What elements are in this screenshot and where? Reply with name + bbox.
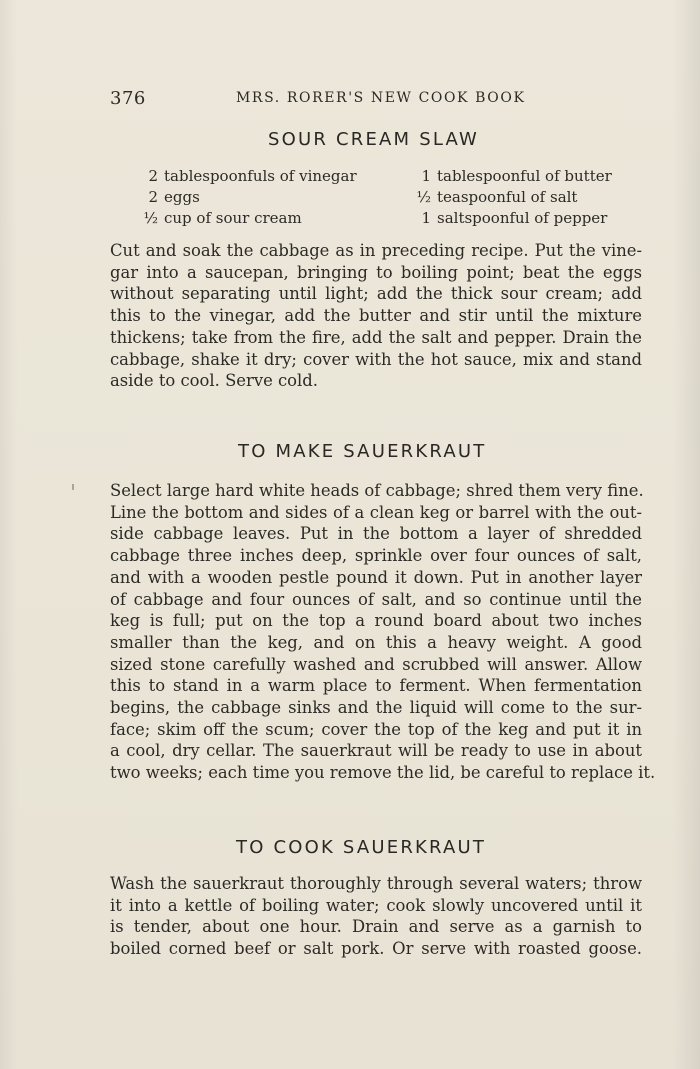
text-line: keg is full; put on the top a round board about two inches	[110, 611, 642, 631]
page-number: 376	[110, 88, 146, 109]
text-line: side cabbage leaves. Put in the bottom a layer of shredded	[110, 524, 642, 544]
text-line: cabbage three inches deep, sprinkle over four ounces of salt,	[110, 546, 642, 566]
text-line: and with a wooden pestle pound it down. Put in another layer	[110, 567, 642, 587]
ingredient-item	[140, 208, 413, 229]
margin-mark	[72, 484, 74, 490]
ingredient-item	[140, 166, 413, 187]
text-line: smaller than the keg, and on this a heavy weight. A good	[110, 632, 642, 652]
ingredient-item	[413, 166, 612, 187]
ingredient-name: cup of sour cream	[164, 209, 302, 227]
text-line: a cool, dry cellar. The sauerkraut will be ready to use in about	[110, 741, 642, 761]
ingredient-name: eggs	[164, 188, 200, 206]
ingredient-qty: 2	[148, 167, 158, 185]
text-line: is tender, about one hour. Drain and serve as a garnish to	[110, 917, 642, 937]
ingredient-qty: 2	[148, 188, 158, 206]
recipe-instructions-to-make-sauerkraut	[110, 480, 656, 784]
text-line: cabbage, shake it dry; cover with the hot sauce, mix and stand	[110, 349, 642, 369]
ingredient-name: teaspoonful of salt	[437, 188, 578, 206]
running-head: MRS. RORER'S NEW COOK BOOK	[236, 90, 526, 106]
text-line: of cabbage and four ounces of salt, and so continue until the	[110, 589, 642, 609]
ingredient-item	[140, 187, 413, 208]
ingredient-row	[140, 166, 630, 187]
text-line: two weeks; each time you remove the lid, be careful to replace it.	[110, 763, 656, 783]
recipe-instructions-to-cook-sauerkraut	[110, 873, 642, 960]
ingredient-qty: 1	[421, 209, 431, 227]
text-line: without separating until light; add the thick sour cream; add	[110, 284, 642, 304]
recipe-title-sour-cream-slaw: SOUR CREAM SLAW	[268, 129, 480, 150]
ingredient-item	[413, 187, 577, 208]
ingredient-qty: ½	[143, 209, 158, 227]
recipe-instructions-sour-cream-slaw	[110, 240, 642, 392]
text-line: Line the bottom and sides of a clean keg or barrel with the out-	[110, 502, 642, 522]
ingredient-name: saltspoonful of pepper	[437, 209, 608, 227]
ingredient-row	[140, 187, 630, 208]
text-line: face; skim off the scum; cover the top of the keg and put it in	[110, 719, 642, 739]
text-line: Select large hard white heads of cabbage; shred them very fine.	[110, 481, 644, 500]
text-line: aside to cool. Serve cold.	[110, 371, 318, 391]
recipe-title-to-cook-sauerkraut: TO COOK SAUERKRAUT	[236, 837, 487, 858]
text-line: it into a kettle of boiling water; cook slowly uncovered until it	[110, 895, 642, 915]
text-line: sized stone carefully washed and scrubbed will answer. Allow	[110, 654, 642, 674]
text-line: Cut and soak the cabbage as in preceding recipe. Put the vine-	[110, 241, 642, 260]
text-line: gar into a saucepan, bringing to boiling point; beat the eggs	[110, 262, 642, 282]
ingredient-qty: 1	[421, 167, 431, 185]
ingredient-row	[140, 208, 630, 229]
text-line: begins, the cabbage sinks and the liquid will come to the sur-	[110, 698, 642, 718]
ingredient-list	[140, 166, 630, 229]
text-line: this to stand in a warm place to ferment. When fermentation	[110, 676, 642, 696]
text-line: thickens; take from the fire, add the salt and pepper. Drain the	[110, 327, 642, 347]
text-line: Wash the sauerkraut thoroughly through several waters; throw	[110, 874, 642, 893]
text-line: boiled corned beef or salt pork. Or serve with roasted goose.	[110, 939, 642, 959]
ingredient-item	[413, 208, 607, 229]
ingredient-name: tablespoonful of butter	[437, 167, 612, 185]
ingredient-qty: ½	[416, 188, 431, 206]
ingredient-name: tablespoonfuls of vinegar	[164, 167, 357, 185]
recipe-title-to-make-sauerkraut: TO MAKE SAUERKRAUT	[238, 441, 487, 462]
text-line: this to the vinegar, add the butter and stir until the mixture	[110, 306, 642, 326]
